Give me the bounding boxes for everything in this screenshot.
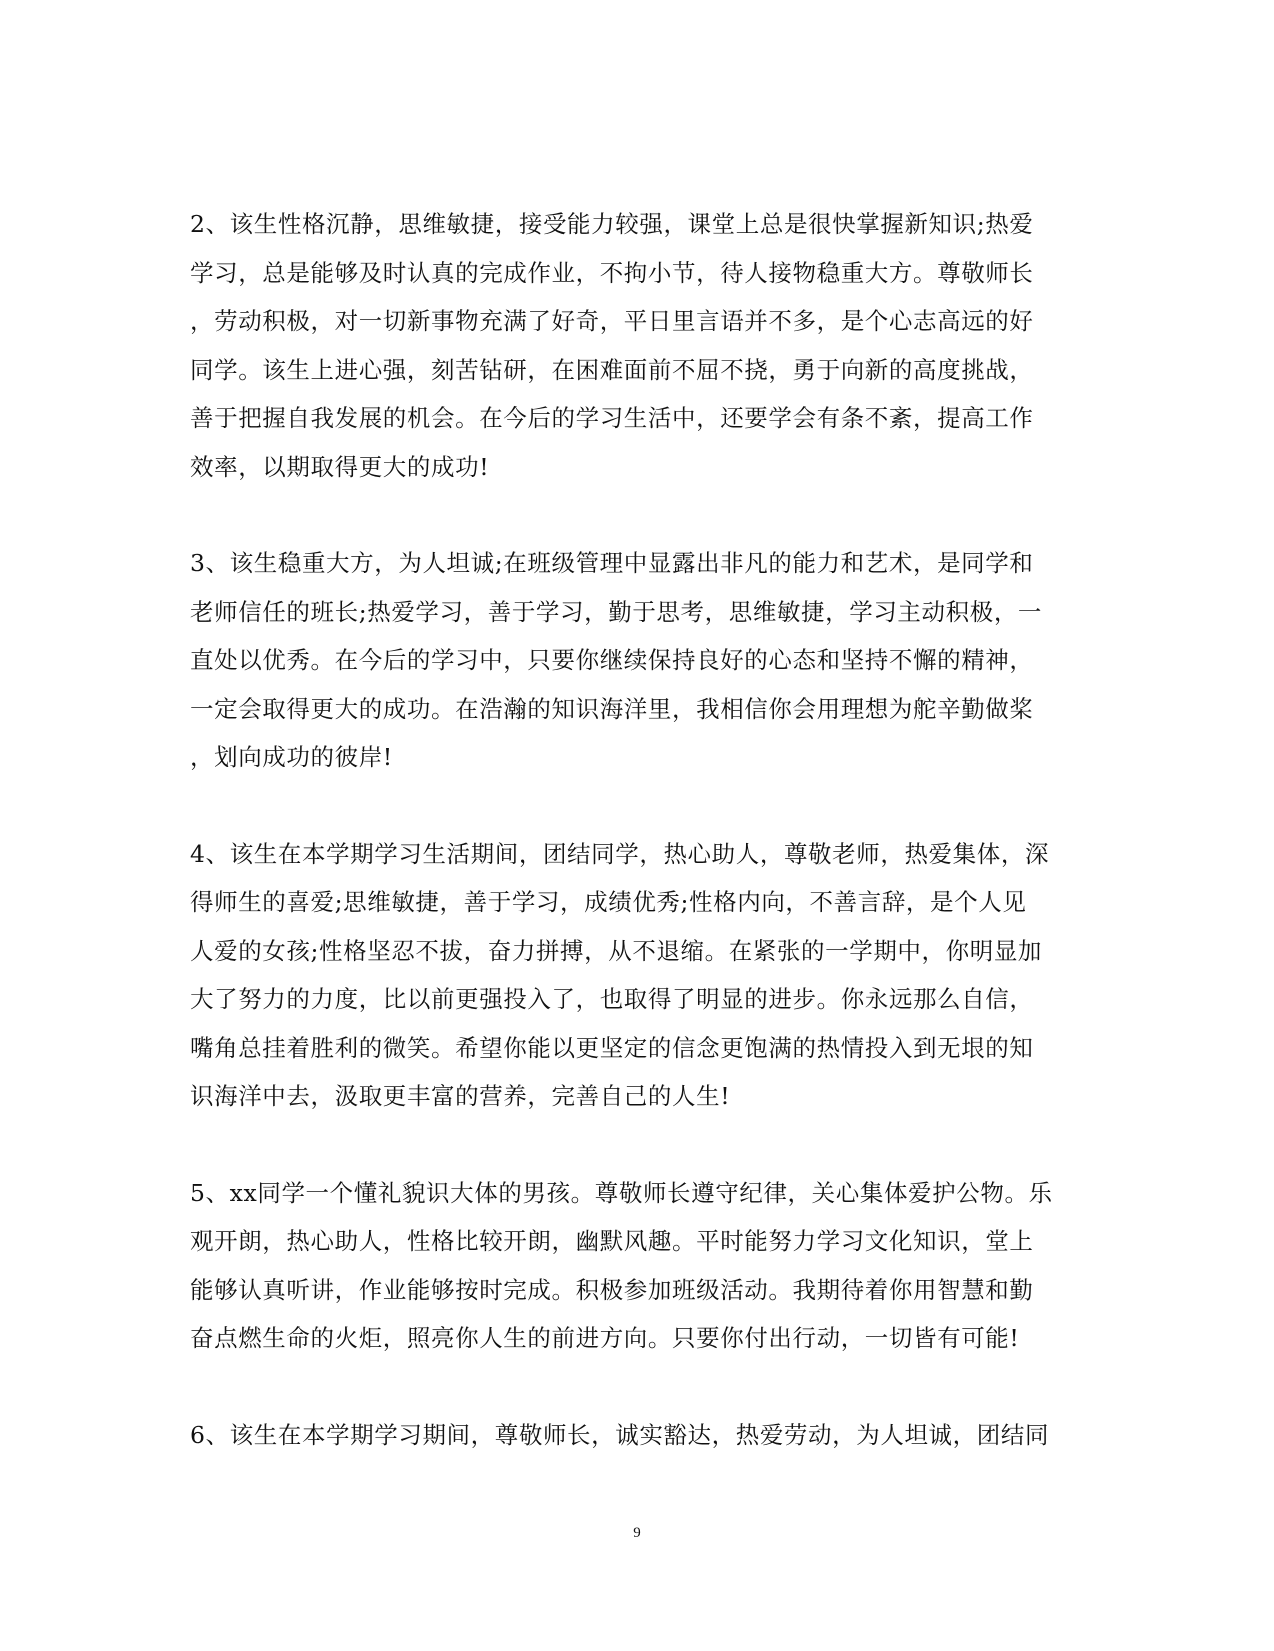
paragraph-3 <box>190 539 1080 782</box>
text-line: ，劳动积极，对一切新事物充满了好奇，平日里言语并不多，是个心志高远的好 <box>190 307 1034 335</box>
text-line: 直处以优秀。在今后的学习中，只要你继续保持良好的心态和坚持不懈的精神， <box>190 646 1034 674</box>
text-line: 2、该生性格沉静，思维敏捷，接受能力较强，课堂上总是很快掌握新知识;热爱 <box>190 210 1034 238</box>
text-line: 老师信任的班长;热爱学习，善于学习，勤于思考，思维敏捷，学习主动积极，一 <box>190 597 1043 626</box>
text-line: ，划向成功的彼岸! <box>190 743 393 771</box>
text-line: 4、该生在本学期学习生活期间，团结同学，热心助人，尊敬老师，热爱集体，深 <box>190 839 1050 868</box>
text-line: 学习，总是能够及时认真的完成作业，不拘小节，待人接物稳重大方。尊敬师长 <box>190 258 1034 287</box>
text-line: 3、该生稳重大方，为人坦诚;在班级管理中显露出非凡的能力和艺术，是同学和 <box>190 549 1034 577</box>
text-line: 效率，以期取得更大的成功! <box>190 452 490 481</box>
paragraph-4 <box>190 830 1080 1121</box>
page-number: 9 <box>633 1525 641 1541</box>
text-line: 得师生的喜爱;思维敏捷，善于学习，成绩优秀;性格内向，不善言辞，是个人见 <box>190 888 1027 916</box>
paragraph-6 <box>190 1411 1080 1460</box>
text-line: 5、xx同学一个懂礼貌识大体的男孩。尊敬师长遵守纪律，关心集体爱护公物。乐 <box>190 1178 1053 1207</box>
text-line: 善于把握自我发展的机会。在今后的学习生活中，还要学会有条不紊，提高工作 <box>190 404 1034 432</box>
document-body <box>190 200 1080 1507</box>
paragraph-5 <box>190 1169 1080 1363</box>
text-line: 大了努力的力度，比以前更强投入了，也取得了明显的进步。你永远那么自信， <box>190 985 1034 1013</box>
text-line: 同学。该生上进心强，刻苦钻研，在困难面前不屈不挠，勇于向新的高度挑战， <box>190 355 1034 384</box>
text-line: 嘴角总挂着胜利的微笑。希望你能以更坚定的信念更饱满的热情投入到无垠的知 <box>190 1033 1034 1062</box>
text-line: 识海洋中去，汲取更丰富的营养，完善自己的人生! <box>190 1082 731 1110</box>
text-line: 6、该生在本学期学习期间，尊敬师长，诚实豁达，热爱劳动，为人坦诚，团结同 <box>190 1420 1050 1449</box>
text-line: 人爱的女孩;性格坚忍不拔，奋力拼搏，从不退缩。在紧张的一学期中，你明显加 <box>190 936 1043 965</box>
paragraph-2 <box>190 200 1080 491</box>
text-line: 奋点燃生命的火炬，照亮你人生的前进方向。只要你付出行动，一切皆有可能! <box>190 1324 1020 1352</box>
text-line: 观开朗，热心助人，性格比较开朗，幽默风趣。平时能努力学习文化知识，堂上 <box>190 1227 1034 1255</box>
text-line: 一定会取得更大的成功。在浩瀚的知识海洋里，我相信你会用理想为舵辛勤做桨 <box>190 694 1034 723</box>
text-line: 能够认真听讲，作业能够按时完成。积极参加班级活动。我期待着你用智慧和勤 <box>190 1275 1034 1304</box>
